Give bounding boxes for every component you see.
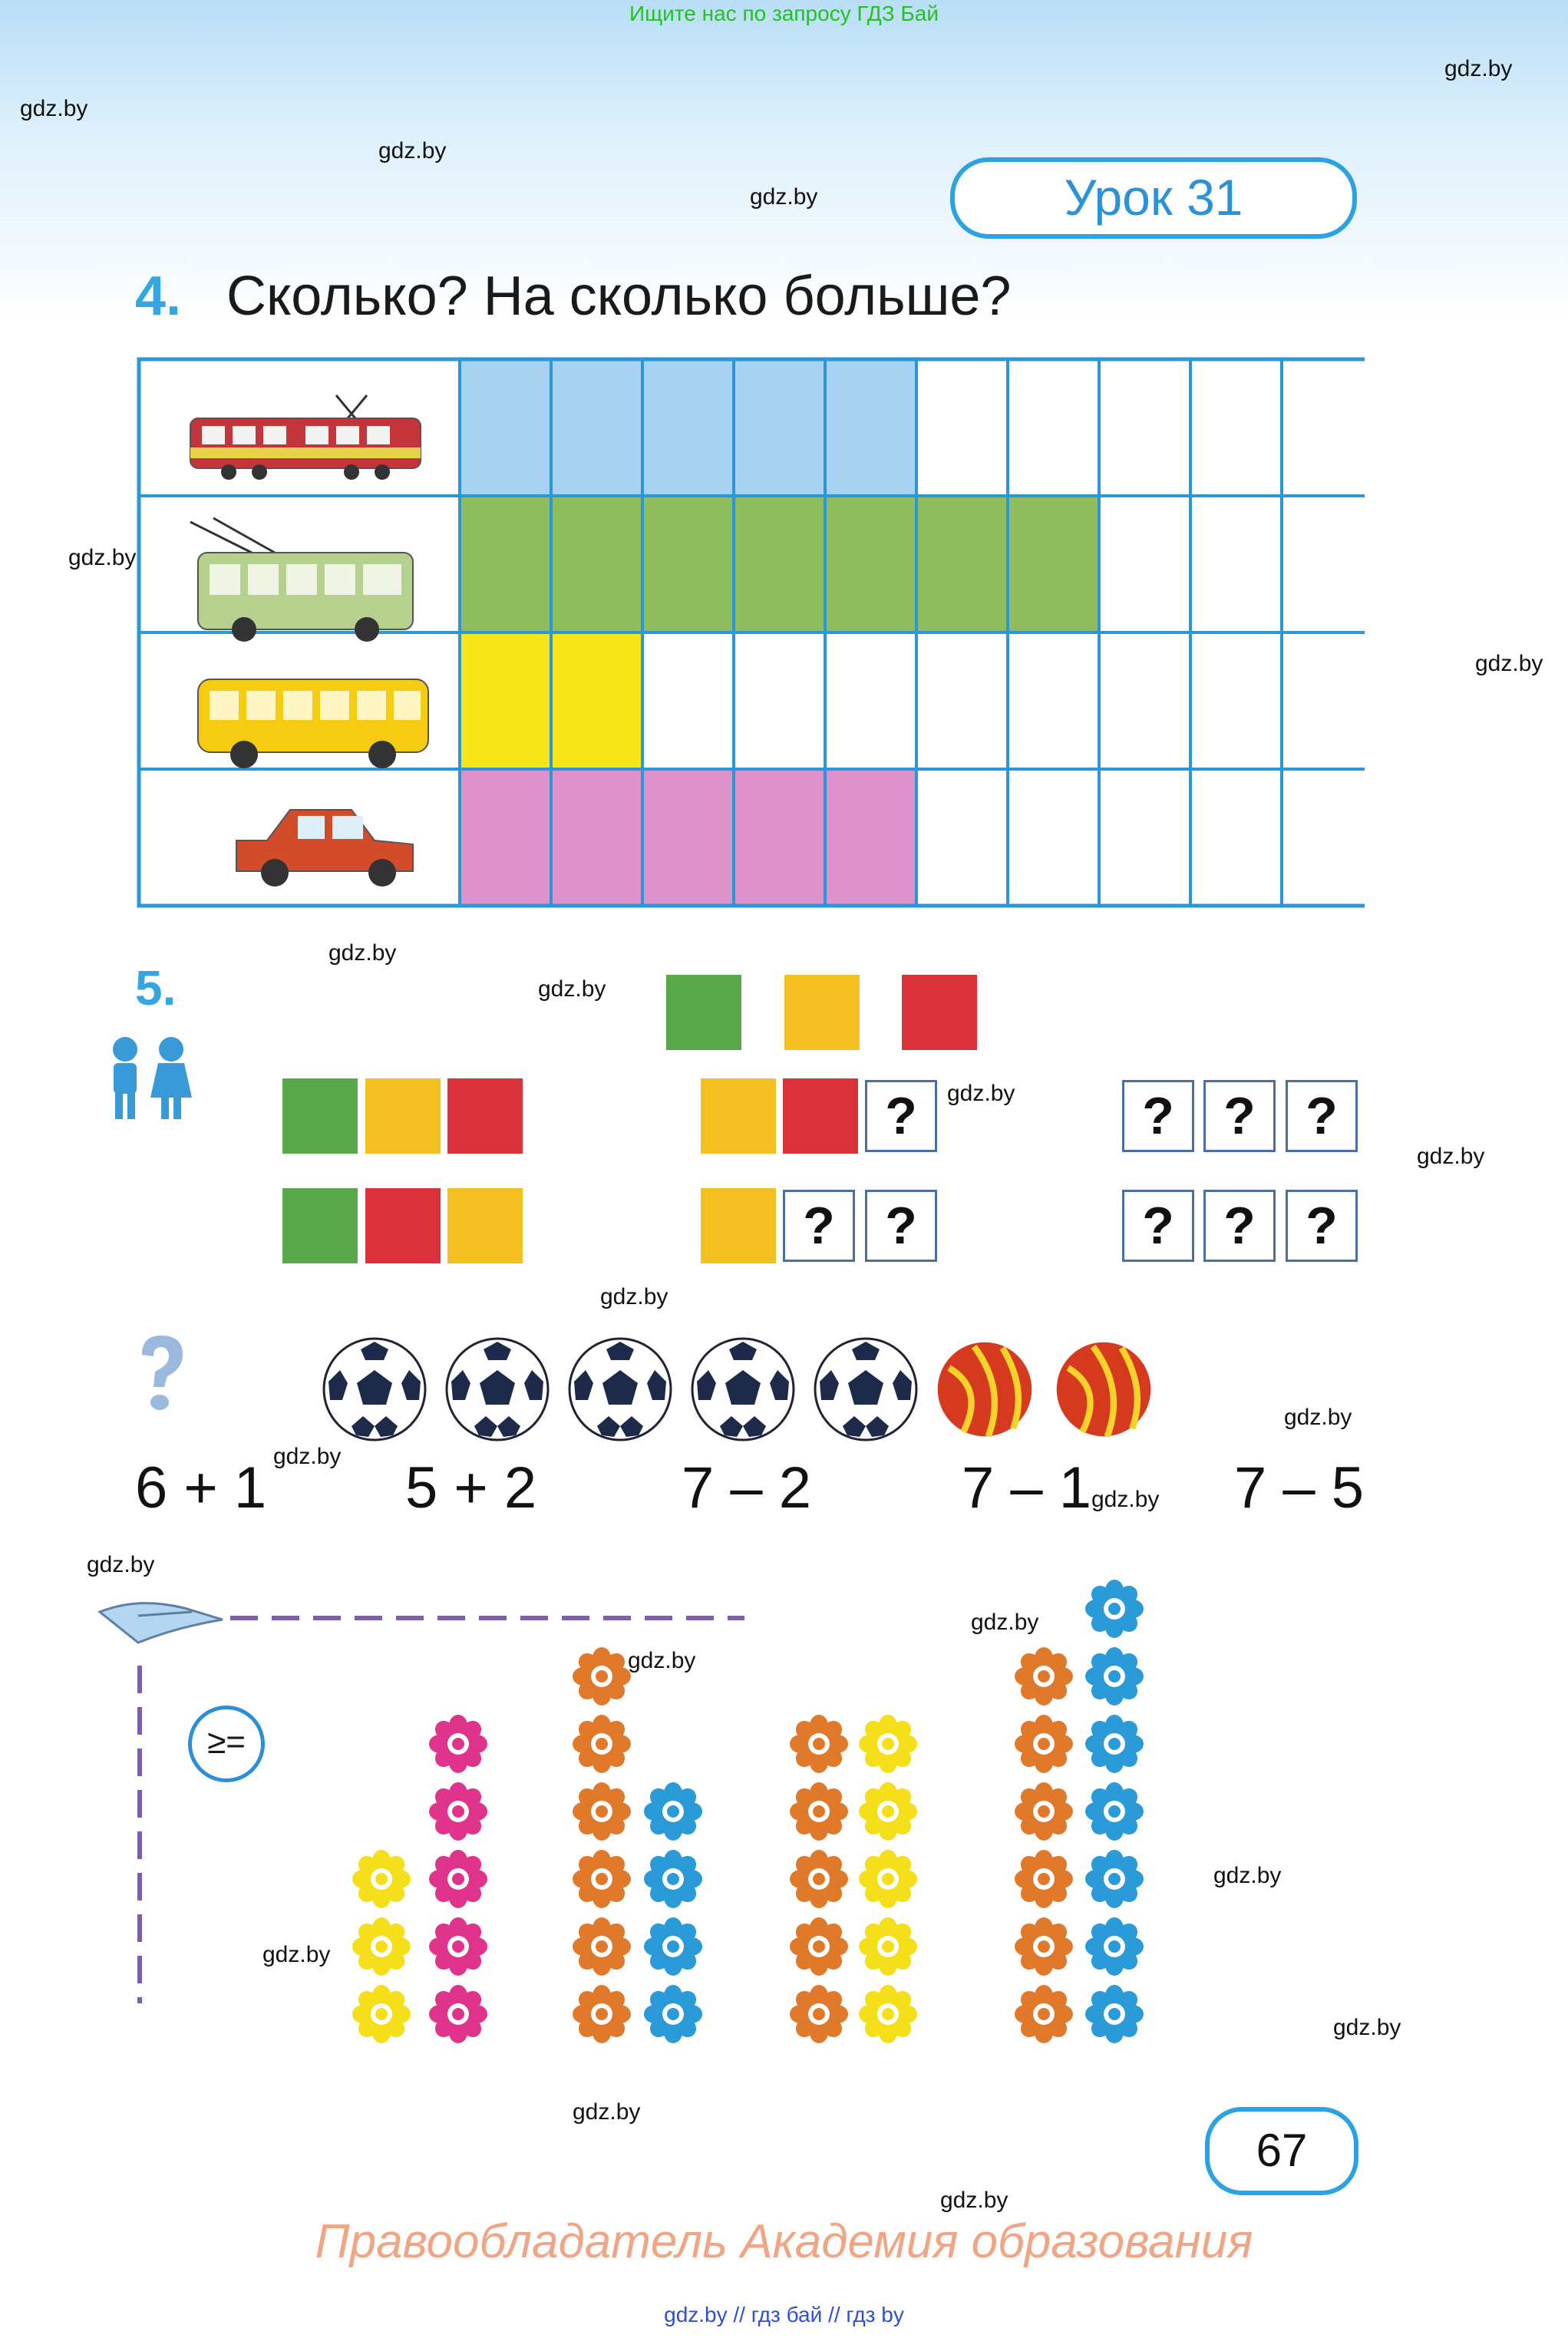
watermark: gdz.by <box>68 545 137 570</box>
flower-icon <box>787 1712 851 1776</box>
grid-cell[interactable] <box>642 496 734 632</box>
watermark: gdz.by <box>1284 1405 1352 1430</box>
grid-cell[interactable] <box>1008 359 1099 496</box>
expression: 7 – 5 <box>1234 1455 1365 1521</box>
grid-cell[interactable] <box>460 359 551 496</box>
flower-icon <box>1082 1847 1147 1911</box>
flower-icon <box>426 1914 490 1979</box>
grid-cell[interactable] <box>1099 769 1190 906</box>
grid-cell[interactable] <box>825 769 916 906</box>
watermark: gdz.by <box>1091 1487 1160 1512</box>
expression: 5 + 2 <box>405 1455 537 1521</box>
watermark: gdz.by <box>1475 651 1543 676</box>
unknown-box[interactable]: ? <box>1286 1080 1358 1152</box>
grid-cell[interactable] <box>460 769 551 906</box>
flower-icon <box>1012 1644 1076 1709</box>
grid-cell[interactable] <box>734 632 825 769</box>
flower-icon <box>1012 1712 1076 1776</box>
unknown-box[interactable]: ? <box>1122 1190 1194 1262</box>
page-number: 67 <box>1205 2107 1358 2195</box>
grid-cell[interactable] <box>1099 359 1190 496</box>
watermark: gdz.by <box>328 940 397 966</box>
grid-cell[interactable] <box>825 496 916 632</box>
grid-cell[interactable] <box>460 632 551 769</box>
grid-cell[interactable] <box>916 359 1008 496</box>
search-banner[interactable]: Ищите нас по запросу ГДЗ Бай <box>629 2 939 25</box>
watermark: gdz.by <box>1333 2015 1401 2040</box>
flower-icon <box>787 1914 851 1979</box>
flower-icon <box>641 1847 705 1911</box>
flower-icon <box>569 1847 634 1911</box>
flower-icon <box>1012 1847 1076 1911</box>
flower-icon <box>1012 1779 1076 1844</box>
flower-icon <box>1082 1644 1147 1709</box>
watermark: gdz.by <box>378 138 447 163</box>
red-square <box>902 975 977 1050</box>
flower-icon <box>349 1914 414 1979</box>
flower-icon <box>569 1712 634 1776</box>
grid-cell[interactable] <box>551 496 642 632</box>
flower-icon <box>349 1982 414 2046</box>
grid-cell[interactable] <box>1282 769 1365 906</box>
footer-links[interactable]: gdz.by // гдз бай // гдз by <box>664 2303 904 2326</box>
task-number: 4. <box>135 266 182 327</box>
unknown-box[interactable]: ? <box>865 1080 937 1152</box>
yellow-square <box>784 975 860 1050</box>
watermark: gdz.by <box>573 2099 641 2125</box>
grid-cell[interactable] <box>551 359 642 496</box>
counting-grid <box>137 357 1365 910</box>
lesson-label: Урок 31 <box>950 157 1357 239</box>
watermark: gdz.by <box>1444 56 1513 81</box>
flower-icon <box>1082 1914 1147 1979</box>
flower-icon <box>569 1914 634 1979</box>
soccer-ball-icon <box>566 1336 674 1443</box>
grid-cell[interactable] <box>1190 632 1282 769</box>
task-number: 5. <box>135 960 177 1015</box>
flower-icon <box>349 1847 414 1911</box>
compare-icon: ≥= <box>188 1706 265 1782</box>
watermark: gdz.by <box>628 1648 696 1673</box>
flower-icon <box>569 1982 634 2046</box>
watermark: gdz.by <box>538 976 606 1002</box>
unknown-box[interactable]: ? <box>1203 1080 1276 1152</box>
flower-icon <box>641 1982 705 2046</box>
flower-icon <box>856 1847 920 1911</box>
grid-cell[interactable] <box>734 359 825 496</box>
flower-icon <box>787 1982 851 2046</box>
soccer-ball-icon <box>812 1336 919 1443</box>
striped-ball-icon <box>935 1339 1035 1439</box>
unknown-box[interactable]: ? <box>1203 1190 1276 1262</box>
unknown-box[interactable]: ? <box>1122 1080 1194 1152</box>
grid-cell[interactable] <box>916 496 1008 632</box>
watermark: gdz.by <box>262 1942 331 1967</box>
watermark: gdz.by <box>1417 1144 1485 1169</box>
grid-cell[interactable] <box>1282 632 1365 769</box>
flower-icon <box>569 1644 634 1709</box>
grid-cell[interactable] <box>1008 769 1099 906</box>
yellow-square <box>701 1188 776 1263</box>
grid-cell[interactable] <box>916 769 1008 906</box>
copyright-notice: Правообладатель Академия образования <box>315 2215 1253 2268</box>
soccer-ball-icon <box>321 1336 428 1443</box>
grid-cell[interactable] <box>1282 359 1365 496</box>
red-square <box>783 1078 858 1154</box>
flower-icon <box>1082 1779 1147 1844</box>
soccer-ball-icon <box>444 1336 551 1443</box>
watermark: gdz.by <box>750 184 818 210</box>
expression: 6 + 1 <box>135 1455 267 1521</box>
grid-cell[interactable] <box>734 496 825 632</box>
grid-cell[interactable] <box>1190 496 1282 632</box>
watermark: gdz.by <box>1213 1863 1282 1888</box>
green-square <box>282 1188 358 1263</box>
flower-icon <box>856 1712 920 1776</box>
flower-icon <box>569 1779 634 1844</box>
grid-cell[interactable] <box>642 359 734 496</box>
flower-icon <box>787 1847 851 1911</box>
task-title: Сколько? На сколько больше? <box>226 266 1012 327</box>
flower-icon <box>1082 1577 1147 1641</box>
grid-cell[interactable] <box>825 359 916 496</box>
flower-icon <box>426 1847 490 1911</box>
unknown-box[interactable]: ? <box>865 1190 937 1262</box>
grid-cell[interactable] <box>1282 496 1365 632</box>
flower-icon <box>856 1779 920 1844</box>
pair-work-icon <box>98 1032 198 1124</box>
watermark: gdz.by <box>971 1610 1039 1635</box>
flower-icon <box>787 1779 851 1844</box>
flower-icon <box>641 1914 705 1979</box>
watermark: gdz.by <box>947 1081 1015 1106</box>
flower-icon <box>641 1779 705 1844</box>
grid-cell[interactable] <box>642 769 734 906</box>
flower-icon <box>1082 1712 1147 1776</box>
expression: 7 – 2 <box>682 1455 812 1521</box>
watermark: gdz.by <box>87 1552 155 1577</box>
flower-icon <box>1082 1982 1147 2046</box>
green-square <box>666 975 741 1050</box>
grid-cell[interactable] <box>642 632 734 769</box>
grid-cell[interactable] <box>1190 769 1282 906</box>
grid-cell[interactable] <box>460 496 551 632</box>
yellow-square <box>447 1188 523 1263</box>
flower-icon <box>856 1914 920 1979</box>
grid-cell[interactable] <box>551 632 642 769</box>
grid-cell[interactable] <box>825 632 916 769</box>
watermark: gdz.by <box>600 1284 668 1309</box>
watermark: gdz.by <box>273 1444 342 1469</box>
red-square <box>447 1078 523 1154</box>
expression: 7 – 1 <box>962 1455 1092 1521</box>
grid-cell[interactable] <box>1099 632 1190 769</box>
grid-cell[interactable] <box>551 769 642 906</box>
grid-cell[interactable] <box>916 632 1008 769</box>
yellow-square <box>701 1078 776 1154</box>
grid-cell[interactable] <box>734 769 825 906</box>
green-square <box>282 1078 358 1154</box>
flower-icon <box>856 1982 920 2046</box>
flower-icon <box>1012 1914 1076 1979</box>
grid-cell[interactable] <box>1099 496 1190 632</box>
watermark: gdz.by <box>940 2188 1008 2213</box>
watermark: gdz.by <box>20 96 88 121</box>
flower-icon <box>426 1712 490 1776</box>
flower-icon <box>426 1982 490 2046</box>
flower-icon <box>1012 1982 1076 2046</box>
grid-cell[interactable] <box>1008 632 1099 769</box>
yellow-square <box>365 1078 441 1154</box>
grid-cell[interactable] <box>1008 496 1099 632</box>
grid-cell[interactable] <box>1190 359 1282 496</box>
red-square <box>365 1188 441 1263</box>
unknown-box[interactable]: ? <box>1286 1190 1358 1262</box>
question-icon <box>130 1332 192 1416</box>
unknown-box[interactable]: ? <box>783 1190 855 1262</box>
striped-ball-icon <box>1054 1339 1154 1439</box>
soccer-ball-icon <box>689 1336 797 1443</box>
flower-icon <box>426 1779 490 1844</box>
